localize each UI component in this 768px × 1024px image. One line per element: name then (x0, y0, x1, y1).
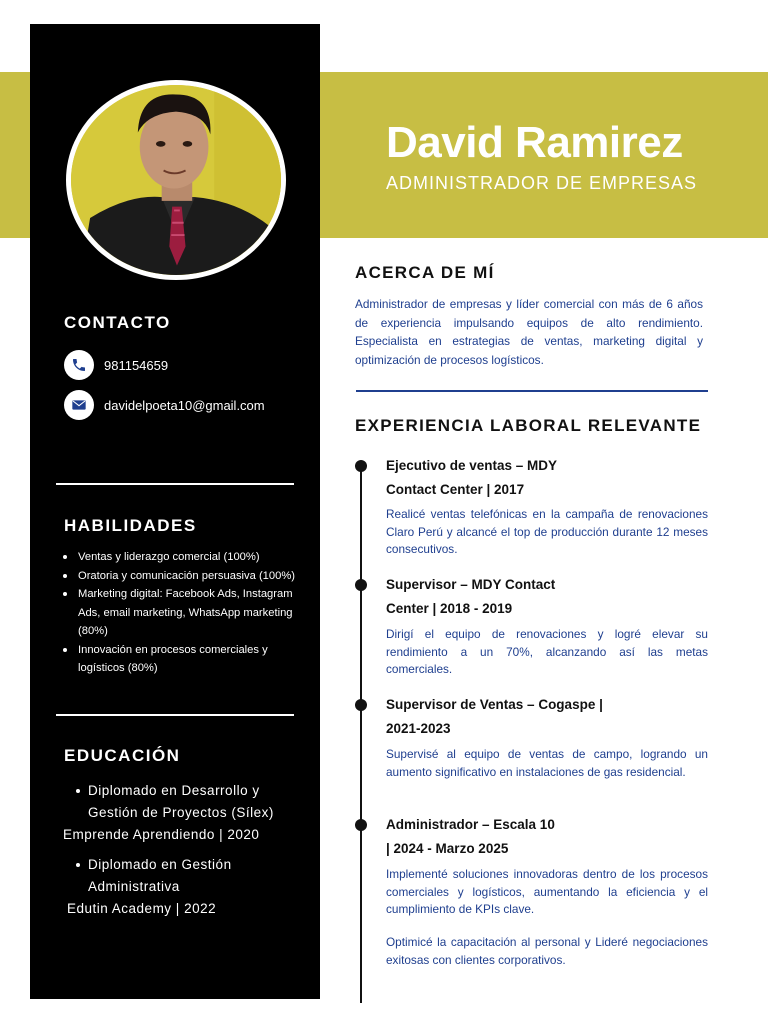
education-item (63, 854, 232, 920)
timeline-dot (355, 579, 367, 591)
job-title (386, 454, 706, 502)
job-title (386, 813, 706, 861)
job-description: Supervisé al equipo de ventas de campo, logrando un aumento significativo en instalaciones de gas residencial. (386, 747, 708, 779)
about-title: ACERCA DE MÍ (355, 263, 495, 282)
envelope-icon (64, 390, 94, 420)
job-title-line: Contact Center | 2017 (386, 482, 525, 497)
contact-phone-row (64, 350, 168, 380)
education-degree: Diplomado en Gestión (63, 854, 232, 876)
education-degree: Diplomado en Desarrollo y (63, 780, 274, 802)
experience-title: EXPERIENCIA LABORAL RELEVANTE (355, 416, 702, 435)
education-title: EDUCACIÓN (64, 746, 181, 765)
job-title-line: Center | 2018 - 2019 (386, 601, 513, 616)
skills-title: HABILIDADES (64, 516, 197, 535)
job-title-line: Ejecutivo de ventas – MDY (386, 458, 558, 473)
phone-icon (64, 350, 94, 380)
job-title-line: Supervisor de Ventas – Cogaspe | (386, 697, 603, 712)
job-title (386, 693, 706, 741)
education-degree-cont: Administrativa (88, 879, 180, 894)
skills-list (62, 548, 302, 678)
job-title-line: 2021-2023 (386, 721, 451, 736)
profile-photo (66, 80, 286, 280)
section-divider (356, 390, 708, 392)
contact-email-row (64, 390, 265, 420)
phone-number: 981154659 (104, 357, 169, 373)
sidebar-divider (56, 714, 294, 716)
education-institution: Emprende Aprendiendo | 2020 (63, 827, 260, 842)
email-address[interactable]: davidelpoeta10@gmail.com (104, 397, 265, 413)
job-description: Realicé ventas telefónicas en la campaña de renovaciones Claro Perú y alcancé el top de producción durante 12 meses consecutivos. (386, 507, 708, 556)
timeline-line (360, 465, 362, 1003)
job-title-line: | 2024 - Marzo 2025 (386, 841, 509, 856)
skill-item: Marketing digital: Facebook Ads, Instagram Ads, email marketing, WhatsApp marketing (80%) (62, 585, 302, 641)
job-description-extra: Optimicé la capacitación al personal y Lideré negociaciones exitosas con clientes corporativos. (386, 935, 708, 967)
job-title-line: Administrador – Escala 10 (386, 817, 555, 832)
timeline-dot (355, 699, 367, 711)
candidate-name: David Ramirez (386, 118, 683, 167)
sidebar-divider (56, 483, 294, 485)
job-description: Implementé soluciones innovadoras dentro de los procesos comerciales y logísticos, aumentando la eficiencia y el cumplimiento de KPIs clave. (386, 867, 708, 916)
skill-item: Ventas y liderazgo comercial (100%) (62, 548, 302, 567)
candidate-role: ADMINISTRADOR DE EMPRESAS (386, 173, 698, 193)
timeline-dot (355, 460, 367, 472)
education-institution: Edutin Academy | 2022 (67, 901, 217, 916)
job-title-line: Supervisor – MDY Contact (386, 577, 556, 592)
about-text: Administrador de empresas y líder comercial con más de 6 años de experiencia impulsando equipos de alto rendimiento. Especialista en estrategias de ventas, marketing digital y optimización de procesos logísticos. (355, 297, 703, 367)
education-degree-cont: Gestión de Proyectos (Sílex) (88, 805, 274, 820)
timeline-dot (355, 819, 367, 831)
skill-item: Oratoria y comunicación persuasiva (100%) (62, 567, 302, 586)
skill-item: Innovación en procesos comerciales y logísticos (80%) (62, 641, 302, 678)
job-description: Dirigí el equipo de renovaciones y logré elevar su rendimiento a un 70%, alcanzando así las metas comerciales. (386, 627, 708, 676)
contact-title: CONTACTO (64, 313, 171, 332)
job-title (386, 573, 706, 621)
education-item (63, 780, 274, 846)
